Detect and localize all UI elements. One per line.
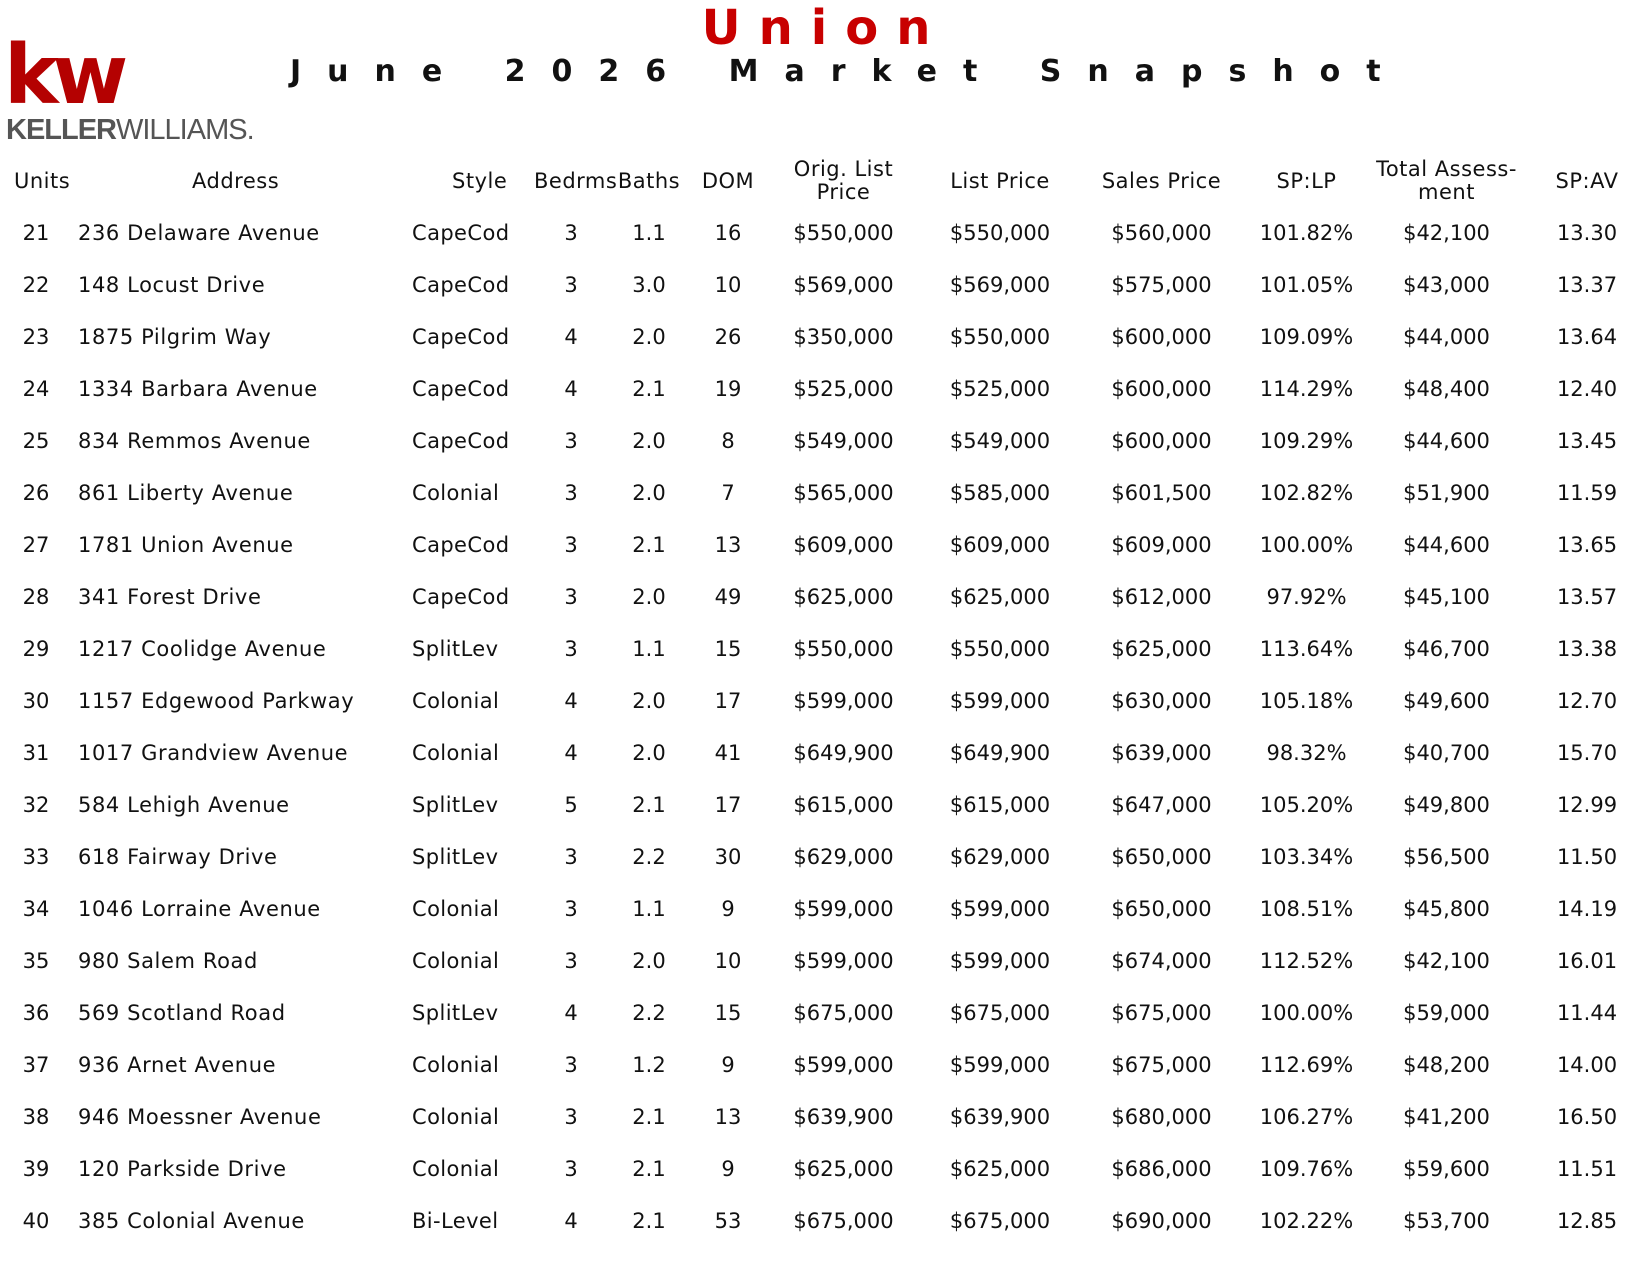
table-row (0, 363, 1650, 415)
cell-address: 569 Scotland Road (78, 1001, 286, 1025)
cell-sp-av: 13.30 (1556, 221, 1618, 245)
cell-baths: 2.0 (632, 481, 666, 505)
cell-sales-price: $612,000 (1111, 585, 1212, 609)
cell-sp-av: 12.99 (1556, 793, 1618, 817)
logo-name (6, 114, 254, 147)
cell-address: 1217 Coolidge Avenue (78, 637, 327, 661)
col-header-style: Style (452, 168, 508, 193)
cell-sp-av: 14.19 (1556, 897, 1618, 921)
cell-sp-lp: 106.27% (1259, 1105, 1354, 1129)
cell-bedrooms: 5 (564, 793, 578, 817)
cell-sp-av: 13.45 (1556, 429, 1618, 453)
cell-sp-lp: 108.51% (1259, 897, 1354, 921)
cell-address: 1017 Grandview Avenue (78, 741, 349, 765)
cell-total-assessment: $42,100 (1403, 221, 1490, 245)
cell-sp-av: 13.38 (1556, 637, 1618, 661)
cell-sales-price: $609,000 (1111, 533, 1212, 557)
cell-total-assessment: $49,800 (1403, 793, 1490, 817)
cell-total-assessment: $59,000 (1403, 1001, 1490, 1025)
cell-style: CapeCod (412, 221, 510, 245)
cell-bedrooms: 3 (564, 1105, 578, 1129)
page-title: Union (701, 0, 949, 56)
cell-bedrooms: 3 (564, 1157, 578, 1181)
cell-units: 34 (22, 897, 50, 921)
cell-sp-lp: 101.05% (1259, 273, 1354, 297)
cell-bedrooms: 3 (564, 1053, 578, 1077)
cell-units: 32 (22, 793, 50, 817)
cell-bedrooms: 3 (564, 949, 578, 973)
cell-style: Colonial (412, 1053, 500, 1077)
cell-list-price: $675,000 (949, 1209, 1051, 1233)
col-header-sp-av: SP:AV (1555, 168, 1619, 193)
logo-mark: kw (4, 28, 123, 123)
cell-address: 1157 Edgewood Parkway (78, 689, 355, 713)
table-row (0, 1143, 1650, 1195)
cell-total-assessment: $44,600 (1403, 533, 1490, 557)
cell-dom: 16 (714, 221, 742, 245)
table-row (0, 467, 1650, 519)
cell-style: CapeCod (412, 429, 510, 453)
cell-sp-av: 13.64 (1556, 325, 1618, 349)
cell-units: 37 (22, 1053, 50, 1077)
cell-sp-av: 13.57 (1556, 585, 1618, 609)
cell-dom: 13 (714, 533, 742, 557)
cell-bedrooms: 3 (564, 273, 578, 297)
logo-name-bold: KELLER (6, 114, 116, 146)
cell-sp-lp: 100.00% (1259, 533, 1354, 557)
cell-baths: 2.0 (632, 585, 666, 609)
cell-dom: 19 (714, 377, 742, 401)
cell-sales-price: $690,000 (1111, 1209, 1212, 1233)
cell-orig-list-price: $629,000 (793, 845, 894, 869)
cell-sp-lp: 103.34% (1259, 845, 1354, 869)
cell-address: 385 Colonial Avenue (78, 1209, 305, 1233)
cell-bedrooms: 3 (564, 481, 578, 505)
cell-bedrooms: 3 (564, 429, 578, 453)
cell-style: CapeCod (412, 325, 510, 349)
cell-units: 35 (22, 949, 50, 973)
cell-sales-price: $686,000 (1111, 1157, 1212, 1181)
cell-bedrooms: 3 (564, 897, 578, 921)
cell-orig-list-price: $599,000 (793, 1053, 894, 1077)
cell-dom: 9 (721, 897, 735, 921)
col-header-sp-lp: SP:LP (1276, 168, 1337, 193)
cell-units: 27 (22, 533, 50, 557)
cell-orig-list-price: $549,000 (793, 429, 894, 453)
cell-orig-list-price: $675,000 (793, 1001, 894, 1025)
cell-address: 1781 Union Avenue (78, 533, 294, 557)
cell-orig-list-price: $599,000 (793, 689, 894, 713)
cell-sp-av: 11.50 (1556, 845, 1618, 869)
cell-list-price: $550,000 (949, 221, 1051, 245)
cell-sp-lp: 112.52% (1259, 949, 1354, 973)
cell-style: CapeCod (412, 273, 510, 297)
cell-sp-lp: 98.32% (1266, 741, 1347, 765)
col-header-bedrooms: Bedrms (534, 168, 618, 193)
cell-address: 618 Fairway Drive (78, 845, 278, 869)
cell-total-assessment: $42,100 (1403, 949, 1490, 973)
cell-list-price: $550,000 (949, 637, 1051, 661)
cell-list-price: $625,000 (949, 585, 1051, 609)
cell-sp-lp: 109.29% (1259, 429, 1354, 453)
cell-list-price: $599,000 (949, 689, 1051, 713)
cell-total-assessment: $59,600 (1403, 1157, 1490, 1181)
cell-orig-list-price: $675,000 (793, 1209, 894, 1233)
cell-units: 28 (22, 585, 50, 609)
cell-list-price: $525,000 (949, 377, 1051, 401)
cell-orig-list-price: $599,000 (793, 949, 894, 973)
cell-sales-price: $575,000 (1111, 273, 1212, 297)
cell-list-price: $569,000 (949, 273, 1051, 297)
cell-sp-av: 11.59 (1556, 481, 1618, 505)
cell-units: 21 (22, 221, 50, 245)
table-row (0, 1039, 1650, 1091)
cell-sales-price: $675,000 (1111, 1001, 1212, 1025)
col-header-list-price: List Price (950, 168, 1050, 193)
cell-style: CapeCod (412, 585, 510, 609)
cell-sp-lp: 102.22% (1259, 1209, 1354, 1233)
cell-sp-lp: 102.82% (1259, 481, 1354, 505)
cell-total-assessment: $49,600 (1403, 689, 1490, 713)
cell-sp-lp: 101.82% (1259, 221, 1354, 245)
cell-baths: 1.1 (632, 897, 666, 921)
table-row (0, 1195, 1650, 1247)
cell-units: 36 (22, 1001, 50, 1025)
cell-sp-av: 16.50 (1556, 1105, 1618, 1129)
cell-style: SplitLev (412, 1001, 499, 1025)
cell-list-price: $625,000 (949, 1157, 1051, 1181)
cell-sales-price: $630,000 (1111, 689, 1212, 713)
cell-units: 30 (22, 689, 50, 713)
cell-units: 22 (22, 273, 50, 297)
table-row (0, 987, 1650, 1039)
cell-dom: 53 (714, 1209, 742, 1233)
cell-list-price: $639,900 (949, 1105, 1051, 1129)
cell-address: 236 Delaware Avenue (78, 221, 320, 245)
cell-bedrooms: 4 (564, 377, 578, 401)
cell-units: 31 (22, 741, 50, 765)
cell-style: Colonial (412, 689, 500, 713)
cell-total-assessment: $44,600 (1403, 429, 1490, 453)
cell-bedrooms: 4 (564, 1001, 578, 1025)
cell-sp-av: 15.70 (1556, 741, 1618, 765)
cell-baths: 2.0 (632, 949, 666, 973)
cell-total-assessment: $40,700 (1403, 741, 1490, 765)
cell-units: 25 (22, 429, 50, 453)
cell-bedrooms: 3 (564, 533, 578, 557)
cell-sp-lp: 97.92% (1266, 585, 1347, 609)
table-row (0, 727, 1650, 779)
cell-total-assessment: $41,200 (1403, 1105, 1490, 1129)
cell-sp-lp: 105.18% (1259, 689, 1354, 713)
cell-style: SplitLev (412, 637, 499, 661)
cell-address: 980 Salem Road (78, 949, 258, 973)
cell-bedrooms: 4 (564, 325, 578, 349)
cell-total-assessment: $48,400 (1403, 377, 1490, 401)
cell-list-price: $599,000 (949, 897, 1051, 921)
col-header-address: Address (192, 168, 280, 193)
cell-sp-av: 14.00 (1556, 1053, 1618, 1077)
cell-baths: 2.1 (632, 1105, 666, 1129)
col-header-dom: DOM (701, 168, 755, 193)
col-header-total-assessment: Total Assess-ment (1376, 157, 1517, 204)
cell-orig-list-price: $639,900 (793, 1105, 894, 1129)
cell-list-price: $609,000 (949, 533, 1051, 557)
cell-dom: 17 (714, 793, 742, 817)
cell-sales-price: $600,000 (1111, 429, 1212, 453)
cell-dom: 9 (721, 1053, 735, 1077)
cell-address: 341 Forest Drive (78, 585, 262, 609)
cell-list-price: $585,000 (949, 481, 1051, 505)
cell-sales-price: $600,000 (1111, 377, 1212, 401)
cell-sp-lp: 114.29% (1259, 377, 1354, 401)
cell-address: 834 Remmos Avenue (78, 429, 311, 453)
cell-sp-av: 12.40 (1556, 377, 1618, 401)
cell-dom: 8 (721, 429, 735, 453)
cell-baths: 2.0 (632, 429, 666, 453)
cell-bedrooms: 3 (564, 585, 578, 609)
cell-dom: 17 (714, 689, 742, 713)
cell-sales-price: $647,000 (1111, 793, 1212, 817)
cell-total-assessment: $46,700 (1403, 637, 1490, 661)
cell-baths: 2.1 (632, 1209, 666, 1233)
cell-style: SplitLev (412, 845, 499, 869)
cell-units: 24 (22, 377, 50, 401)
cell-orig-list-price: $625,000 (793, 585, 894, 609)
cell-style: Colonial (412, 1105, 500, 1129)
cell-dom: 10 (714, 273, 742, 297)
cell-style: Bi-Level (412, 1209, 499, 1233)
cell-baths: 2.2 (632, 845, 666, 869)
cell-baths: 2.1 (632, 1157, 666, 1181)
col-header-baths: Baths (617, 168, 681, 193)
cell-address: 936 Arnet Avenue (78, 1053, 277, 1077)
cell-sp-av: 12.70 (1556, 689, 1618, 713)
cell-orig-list-price: $525,000 (793, 377, 894, 401)
cell-sp-lp: 112.69% (1259, 1053, 1354, 1077)
table-row (0, 311, 1650, 363)
cell-sales-price: $560,000 (1111, 221, 1212, 245)
cell-sales-price: $650,000 (1111, 897, 1212, 921)
table-row (0, 259, 1650, 311)
cell-units: 33 (22, 845, 50, 869)
cell-orig-list-price: $569,000 (793, 273, 894, 297)
cell-list-price: $649,900 (949, 741, 1051, 765)
cell-baths: 2.0 (632, 689, 666, 713)
cell-dom: 26 (714, 325, 742, 349)
sales-table (0, 155, 1650, 1247)
table-row (0, 571, 1650, 623)
cell-address: 1334 Barbara Avenue (78, 377, 318, 401)
cell-sp-av: 13.37 (1556, 273, 1618, 297)
cell-dom: 49 (714, 585, 742, 609)
cell-orig-list-price: $609,000 (793, 533, 894, 557)
cell-dom: 15 (714, 637, 742, 661)
cell-sales-price: $625,000 (1111, 637, 1212, 661)
cell-bedrooms: 3 (564, 845, 578, 869)
cell-orig-list-price: $625,000 (793, 1157, 894, 1181)
cell-total-assessment: $51,900 (1403, 481, 1490, 505)
cell-style: Colonial (412, 481, 500, 505)
cell-total-assessment: $45,100 (1403, 585, 1490, 609)
table-row (0, 675, 1650, 727)
page-subtitle: June 2026 Market Snapshot (290, 54, 1407, 89)
cell-sp-lp: 109.09% (1259, 325, 1354, 349)
cell-sp-lp: 109.76% (1259, 1157, 1354, 1181)
cell-total-assessment: $44,000 (1403, 325, 1490, 349)
cell-orig-list-price: $550,000 (793, 637, 894, 661)
cell-orig-list-price: $649,900 (793, 741, 894, 765)
cell-bedrooms: 4 (564, 1209, 578, 1233)
cell-style: Colonial (412, 741, 500, 765)
cell-style: Colonial (412, 897, 500, 921)
cell-style: CapeCod (412, 377, 510, 401)
cell-sp-av: 12.85 (1556, 1209, 1618, 1233)
cell-sales-price: $650,000 (1111, 845, 1212, 869)
cell-orig-list-price: $350,000 (793, 325, 894, 349)
cell-baths: 2.0 (632, 325, 666, 349)
cell-baths: 2.2 (632, 1001, 666, 1025)
cell-total-assessment: $48,200 (1403, 1053, 1490, 1077)
cell-bedrooms: 4 (564, 689, 578, 713)
cell-dom: 10 (714, 949, 742, 973)
cell-bedrooms: 4 (564, 741, 578, 765)
cell-total-assessment: $45,800 (1403, 897, 1490, 921)
cell-list-price: $550,000 (949, 325, 1051, 349)
table-row (0, 623, 1650, 675)
cell-address: 946 Moessner Avenue (78, 1105, 322, 1129)
cell-orig-list-price: $550,000 (793, 221, 894, 245)
cell-dom: 7 (721, 481, 735, 505)
table-row (0, 519, 1650, 571)
cell-baths: 2.1 (632, 377, 666, 401)
table-row (0, 935, 1650, 987)
cell-baths: 1.2 (632, 1053, 666, 1077)
cell-style: CapeCod (412, 533, 510, 557)
cell-orig-list-price: $615,000 (793, 793, 894, 817)
cell-address: 148 Locust Drive (78, 273, 266, 297)
table-row (0, 415, 1650, 467)
cell-units: 38 (22, 1105, 50, 1129)
cell-baths: 2.1 (632, 533, 666, 557)
cell-address: 861 Liberty Avenue (78, 481, 294, 505)
cell-dom: 30 (714, 845, 742, 869)
cell-baths: 3.0 (632, 273, 666, 297)
cell-sales-price: $674,000 (1111, 949, 1212, 973)
cell-total-assessment: $43,000 (1403, 273, 1490, 297)
cell-dom: 41 (714, 741, 742, 765)
cell-list-price: $675,000 (949, 1001, 1051, 1025)
cell-baths: 2.0 (632, 741, 666, 765)
cell-list-price: $615,000 (949, 793, 1051, 817)
cell-address: 584 Lehigh Avenue (78, 793, 290, 817)
cell-sales-price: $680,000 (1111, 1105, 1212, 1129)
cell-list-price: $629,000 (949, 845, 1051, 869)
cell-dom: 15 (714, 1001, 742, 1025)
cell-list-price: $549,000 (949, 429, 1051, 453)
cell-baths: 1.1 (632, 221, 666, 245)
cell-units: 39 (22, 1157, 50, 1181)
cell-dom: 9 (721, 1157, 735, 1181)
col-header-orig-list-price: Orig. List Price (793, 157, 894, 204)
cell-units: 26 (22, 481, 50, 505)
cell-bedrooms: 3 (564, 637, 578, 661)
cell-sales-price: $675,000 (1111, 1053, 1212, 1077)
cell-bedrooms: 3 (564, 221, 578, 245)
cell-address: 1046 Lorraine Avenue (78, 897, 321, 921)
cell-units: 40 (22, 1209, 50, 1233)
cell-sp-av: 11.51 (1556, 1157, 1618, 1181)
logo-name-rest: WILLIAMS. (116, 114, 254, 146)
col-header-sales-price: Sales Price (1101, 168, 1222, 193)
cell-sp-av: 16.01 (1556, 949, 1618, 973)
col-header-units: Units (14, 168, 71, 193)
table-row (0, 1091, 1650, 1143)
table-row (0, 831, 1650, 883)
table-row (0, 779, 1650, 831)
cell-units: 23 (22, 325, 50, 349)
cell-sp-av: 13.65 (1556, 533, 1618, 557)
keller-williams-logo (4, 28, 254, 146)
table-row (0, 207, 1650, 259)
cell-sales-price: $601,500 (1111, 481, 1212, 505)
cell-orig-list-price: $565,000 (793, 481, 894, 505)
cell-units: 29 (22, 637, 50, 661)
table-row (0, 883, 1650, 935)
cell-sales-price: $600,000 (1111, 325, 1212, 349)
cell-total-assessment: $53,700 (1403, 1209, 1490, 1233)
cell-sp-lp: 113.64% (1259, 637, 1354, 661)
cell-total-assessment: $56,500 (1403, 845, 1490, 869)
cell-style: Colonial (412, 1157, 500, 1181)
cell-style: Colonial (412, 949, 500, 973)
cell-list-price: $599,000 (949, 1053, 1051, 1077)
cell-style: SplitLev (412, 793, 499, 817)
cell-baths: 1.1 (632, 637, 666, 661)
cell-address: 1875 Pilgrim Way (78, 325, 272, 349)
cell-list-price: $599,000 (949, 949, 1051, 973)
cell-orig-list-price: $599,000 (793, 897, 894, 921)
table-header-row (0, 155, 1650, 207)
cell-address: 120 Parkside Drive (78, 1157, 287, 1181)
cell-sp-lp: 105.20% (1259, 793, 1354, 817)
cell-sales-price: $639,000 (1111, 741, 1212, 765)
cell-baths: 2.1 (632, 793, 666, 817)
cell-dom: 13 (714, 1105, 742, 1129)
cell-sp-lp: 100.00% (1259, 1001, 1354, 1025)
cell-sp-av: 11.44 (1556, 1001, 1618, 1025)
